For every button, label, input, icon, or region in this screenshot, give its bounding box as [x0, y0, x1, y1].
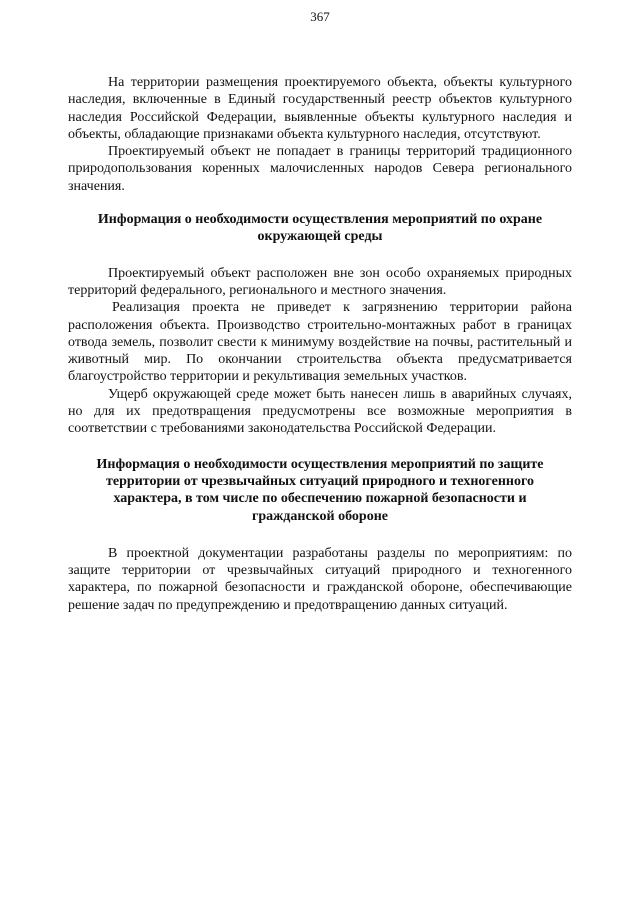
- paragraph-environmental-damage: Ущерб окружающей среде может быть нанесен лишь в аварийных случаях, но для их предотвращения предусмотрены все возможные мероприятия в соответствии с требованиями законодательства Российской Федерации.: [68, 386, 572, 437]
- heading-emergency-protection: Информация о необходимости осуществления мероприятий по защите территории от чрезвычайных ситуаций природного и техногенного характера, в том числе по обеспечению пожарной безопасности и гражданской обороне: [96, 456, 544, 524]
- heading-environment-protection: Информация о необходимости осуществления мероприятий по охране окружающей среды: [97, 212, 543, 245]
- document-body: [68, 74, 572, 614]
- page-number: 367: [310, 9, 330, 24]
- paragraph-project-impact: Реализация проекта не приведет к загрязнению территории района расположения объекта. Производство строительно-монтажных работ в границах отвода земель, позволит свести к минимуму воздействие на почвы, растительный и животный мир. По окончании строительства объекта предусматривается благоустройство территории и рекультивация земельных участков.: [68, 300, 572, 385]
- paragraph-protected-areas: Проектируемый объект расположен вне зон особо охраняемых природных территорий федерального, регионального и местного значения.: [68, 265, 572, 298]
- paragraph-traditional-territories: Проектируемый объект не попадает в границы территорий традиционного природопользования коренных малочисленных народов Севера регионального значения.: [68, 144, 572, 194]
- paragraph-emergency-measures: В проектной документации разработаны разделы по мероприятиям: по защите территории от чрезвычайных ситуаций природного и техногенного характера, по пожарной безопасности и гражданской обороне, обеспечивающие решение задач по предупреждению и предотвращению данных ситуаций.: [68, 545, 572, 613]
- paragraph-cultural-heritage: На территории размещения проектируемого объекта, объекты культурного наследия, включенные в Единый государственный реестр объектов культурного наследия Российской Федерации, выявленные объекты культурного наследия и объекты, обладающие признаками объекта культурного наследия, отсутствуют.: [68, 75, 572, 142]
